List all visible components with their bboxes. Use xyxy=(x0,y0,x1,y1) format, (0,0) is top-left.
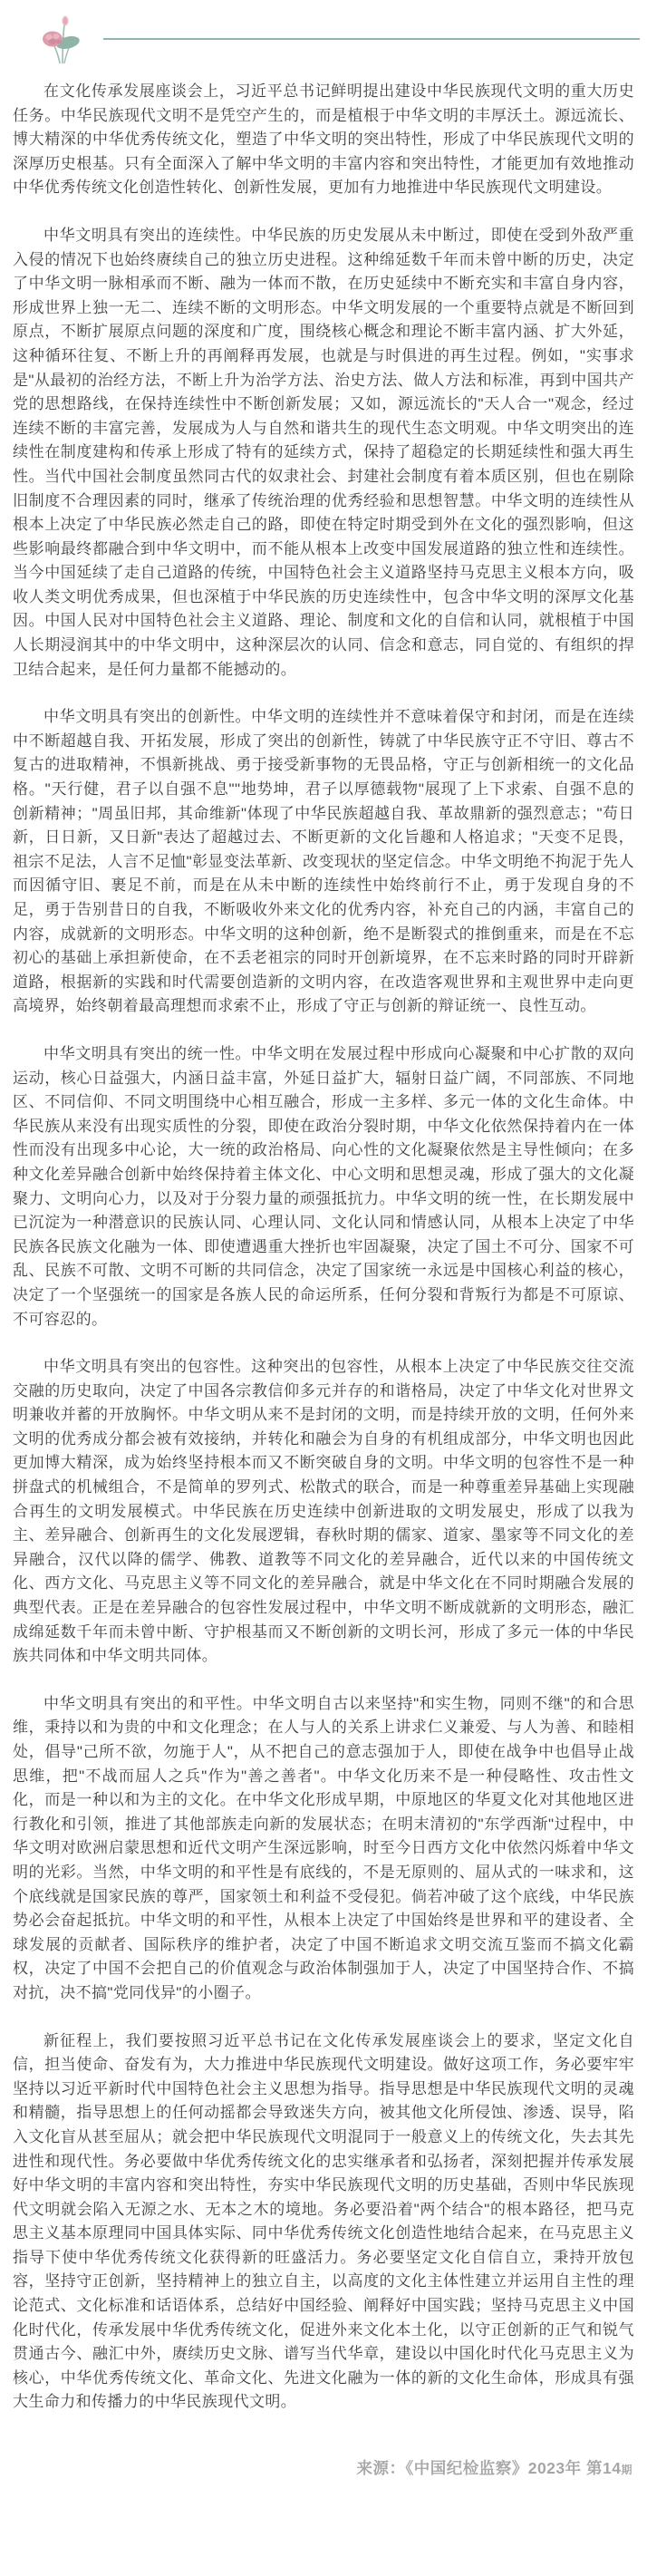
article-paragraph-unity: 中华文明具有突出的统一性。中华文明在发展过程中形成向心凝聚和中心扩散的双向运动，核心日益强大，内涵日益丰富，外延日益扩大，辐射日益广阔，不同部族、不同地区、不同信仰、不同文明围绕中心相互融合，形成一主多样、多元一体的文化生命体。中华民族从来没有出现实质性的分裂，即使在政治分裂时期，中华文化依然保持着内在一体性而没有出现多中心论，大一统的政治格局、向心性的文化凝聚依然是主导性倾向；在多种文化差异融合创新中始终保持着主体文化、中心文明和思想灵魂，形成了强大的文化凝聚力、文明向心力，以及对于分裂力量的顽强抵抗力。中华文明的统一性，在长期发展中已沉淀为一种潜意识的民族认同、心理认同、文化认同和情感认同，从根本上决定了中华民族各民族文化融为一体、即使遭遇重大挫折也牢固凝聚，决定了国土不可分、国家不可乱、民族不可散、文明不可断的共同信念，决定了国家统一永远是中国核心利益的核心，决定了一个坚强统一的国家是各族人民的命运所系，任何分裂和背叛行为都是不可原谅、不可容忍的。 xyxy=(13,1044,634,1328)
article-paragraph-innovation: 中华文明具有突出的创新性。中华文明的连续性并不意味着保守和封闭，而是在连续中不断超越自我、开拓发展，形成了突出的创新性，铸就了中华民族守正不守旧、尊古不复古的进取精神，不惧新挑战、勇于接受新事物的无畏品格，守正与创新相统一的文化品格。"天行健，君子以自强不息""地势坤，君子以厚德载物"展现了上下求索、自强不息的创新精神；"周虽旧邦，其命维新"体现了中华民族超越自我、革故鼎新的强烈意志；"苟日新，日日新，又日新"表达了超越过去、不断更新的文化旨趣和人格追求；"天变不足畏，祖宗不足法，人言不足恤"彰显变法革新、改变现状的坚定信念。中华文明绝不拘泥于先人而因循守旧、裹足不前，而是在从未中断的连续性中始终前行不止，勇于发现自身的不足，勇于告别昔日的自我，不断吸收外来文化的优秀内容，补充自己的内涵，丰富自己的内容，成就新的文明形态。中华文明的这种创新，绝不是断裂式的推倒重来，而是在不忘初心的基础上承担新使命，在不丢老祖宗的同时开创新境界，在不忘来时路的同时开辟新道路，根据新的实践和时代需要创造新的文明内容，在改造客观世界和主观世界中走向更高境界，始终朝着最高理想而求索不止，形成了守正与创新的辩证统一、良性互动。 xyxy=(13,708,634,1015)
article-paragraph-intro: 在文化传承发展座谈会上，习近平总书记鲜明提出建设中华民族现代文明的重大历史任务。中华民族现代文明不是凭空产生的，而是植根于中华文明的丰厚沃土。源远流长、博大精深的中华优秀传统文化，塑造了中华文明的突出特性，形成了中华民族现代文明的深厚历史根基。只有全面深入了解中华文明的丰富内容和突出特性，才能更加有效地推动中华优秀传统文化创造性转化、创新性发展，更加有力地推进中华民族现代文明建设。 xyxy=(13,82,634,197)
article-body xyxy=(0,80,647,2415)
article-paragraph-inclusiveness: 中华文明具有突出的包容性。这种突出的包容性，从根本上决定了中华民族交往交流交融的历史取向，决定了中国各宗教信仰多元并存的和谐格局，决定了中华文化对世界文明兼收并蓄的开放胸怀。中华文明从来不是封闭的文明，而是持续开放的文明，任何外来文明的优秀成分都会被有效接纳，并转化和融会为自身的有机组成部分，中华文明也因此更加博大精深，成为始终坚持根本而又不断突破自身的文明。中华文明的包容性不是一种拼盘式的机械组合，不是简单的罗列式、松散式的联合，而是一种尊重差异基础上实现融合再生的文明发展模式。中华民族在历史连续中创新进取的文明发展史，形成了以我为主、差异融合、创新再生的文化发展逻辑，春秋时期的儒家、道家、墨家等不同文化的差异融合，汉代以降的儒学、佛教、道教等不同文化的差异融合，近代以来的中国传统文化、西方文化、马克思主义等不同文化的差异融合，就是中华文化在不同时期融合发展的典型代表。正是在差异融合的包容性发展过程中，中华文明不断成就新的文明形态，融汇成绵延数千年而未曾中断、守护根基而又不断创新的文明长河，形成了多元一体的中华民族共同体和中华文明共同体。 xyxy=(13,1358,634,1665)
source-text: 来源：《中国纪检监察》2023年 第14 xyxy=(356,2459,622,2478)
lotus-flower-icon xyxy=(40,15,83,65)
article-paragraph-new-journey: 新征程上，我们要按照习近平总书记在文化传承发展座谈会上的要求，坚定文化自信，担当使命、奋发有为，大力推进中华民族现代文明建设。做好这项工作，务必要牢牢坚持以习近平新时代中国特色社会主义思想为指导。指导思想是中华民族现代文明的灵魂和精髓，指导思想上的任何动摇都会导致迷失方向，被其他文化所侵蚀、渗透、误导，陷入文化盲从甚至屈从；就会把中华民族现代文明混同于一般意义上的传统文化，失去其先进性和现代性。务必要做中华优秀传统文化的忠实继承者和弘扬者，深刻把握并传承发展好中华文明的丰富内容和突出特性，夯实中华民族现代文明的历史基础，否则中华民族现代文明就会陷入无源之水、无本之木的境地。务必要沿着"两个结合"的根本路径，把马克思主义基本原理同中国具体实际、同中华优秀传统文化创造性地结合起来，在马克思主义指导下使中华优秀传统文化获得新的旺盛活力。务必要坚定文化自信自立，秉持开放包容，坚持守正创新，坚持精神上的独立自主，以高度的文化主体性建立并运用自主性的理论范式、文化标准和话语体系，总结好中国经验、阐释好中国实践；坚持马克思主义中国化时代化，传承发展中华优秀传统文化，促进外来文化本土化，以守正创新的正气和锐气贯通古今、融汇中外，赓续历史文脉、谱写当代华章，建设以中国化时代化马克思主义为核心，中华优秀传统文化、革命文化、先进文化融为一体的新的文化生命体，形成具有强大生命力和传播力的中华民族现代文明。 xyxy=(13,2031,634,2411)
source-line xyxy=(0,2456,647,2479)
article-paragraph-continuity: 中华文明具有突出的连续性。中华民族的历史发展从未中断过，即使在受到外敌严重入侵的情况下也始终赓续自己的独立历史进程。这种绵延数千年而未曾中断的历史，决定了中华文明一脉相承而不断、融为一体而不散，在历史延续中不断充实和丰富自身内容，形成世界上独一无二、连续不断的文明形态。中华文明发展的一个重要特点就是不断回到原点，不断扩展原点问题的深度和广度，围绕核心概念和理论不断丰富内涵、扩大外延，这种循环往复、不断上升的再阐释再发展，也就是与时俱进的再生过程。例如，"实事求是"从最初的治经方法，不断上升为治学方法、治史方法、做人方法和标准，再到中国共产党的思想路线，在保持连续性中不断创新发展；又如，源远流长的"天人合一"观念，经过连续不断的丰富完善，发展成为人与自然和谐共生的现代生态文明观。中华文明突出的连续性在制度建构和传承上形成了特有的延续方式，保持了超稳定的长期延续性和强大再生性。当代中国社会制度虽然同古代的奴隶社会、封建社会制度有着本质区别，但也在剔除旧制度不合理因素的同时，继承了传统治理的优秀经验和思想智慧。中华文明的连续性从根本上决定了中华民族必然走自己的路，即使在特定时期受到外在文化的强烈影响，但这些影响最终都融合到中华文明中，而不能从根本上改变中国发展道路的独立性和连续性。当今中国延续了走自己道路的传统，中国特色社会主义道路坚持马克思主义根本方向，吸收人类文明优秀成果，但也深植于中华民族的历史连续性中，包含中华文明的深厚文化基因。中国人民对中国特色社会主义道路、理论、制度和文化的自信和认同，就根植于中国人长期浸润其中的中华文明中，这种深层次的认同、信念和意志，同自觉的、有组织的捍卫结合起来，是任何力量都不能撼动的。 xyxy=(13,226,634,678)
article-paragraph-peacefulness: 中华文明具有突出的和平性。中华文明自古以来坚持"和实生物，同则不继"的和合思维，秉持以和为贵的中和文化理念；在人与人的关系上讲求仁义兼爱、与人为善、和睦相处，倡导"己所不欲，勿施于人"，从不把自己的意志强加于人，即使在战争中也倡导止战思维，把"不战而屈人之兵"作为"善之善者"。中华文化历来不是一种侵略性、攻击性文化，而是一种以和为主的文化。在中华文化形成早期，中原地区的华夏文化对其他地区进行教化和引领，推进了其他部族走向新的发展状态；在明末清初的"东学西渐"过程中，中华文明对欧洲启蒙思想和近代文明产生深远影响，时至今日西方文化中依然闪烁着中华文明的光彩。当然，中华文明的和平性是有底线的，不是无原则的、屈从式的一味求和，这个底线就是国家民族的尊严，国家领土和利益不受侵犯。倘若冲破了这个底线，中华民族势必会奋起抵抗。中华文明的和平性，从根本上决定了中国始终是世界和平的建设者、全球发展的贡献者、国际秩序的维护者，决定了中国不断追求文明交流互鉴而不搞文化霸权，决定了中国不会把自己的价值观念与政治体制强加于人，决定了中国坚持合作、不搞对抗，决不搞"党同伐异"的小圈子。 xyxy=(13,1694,634,2001)
header-divider xyxy=(103,38,640,40)
source-issue-suffix: 期 xyxy=(621,2464,633,2477)
page-header xyxy=(0,0,647,80)
